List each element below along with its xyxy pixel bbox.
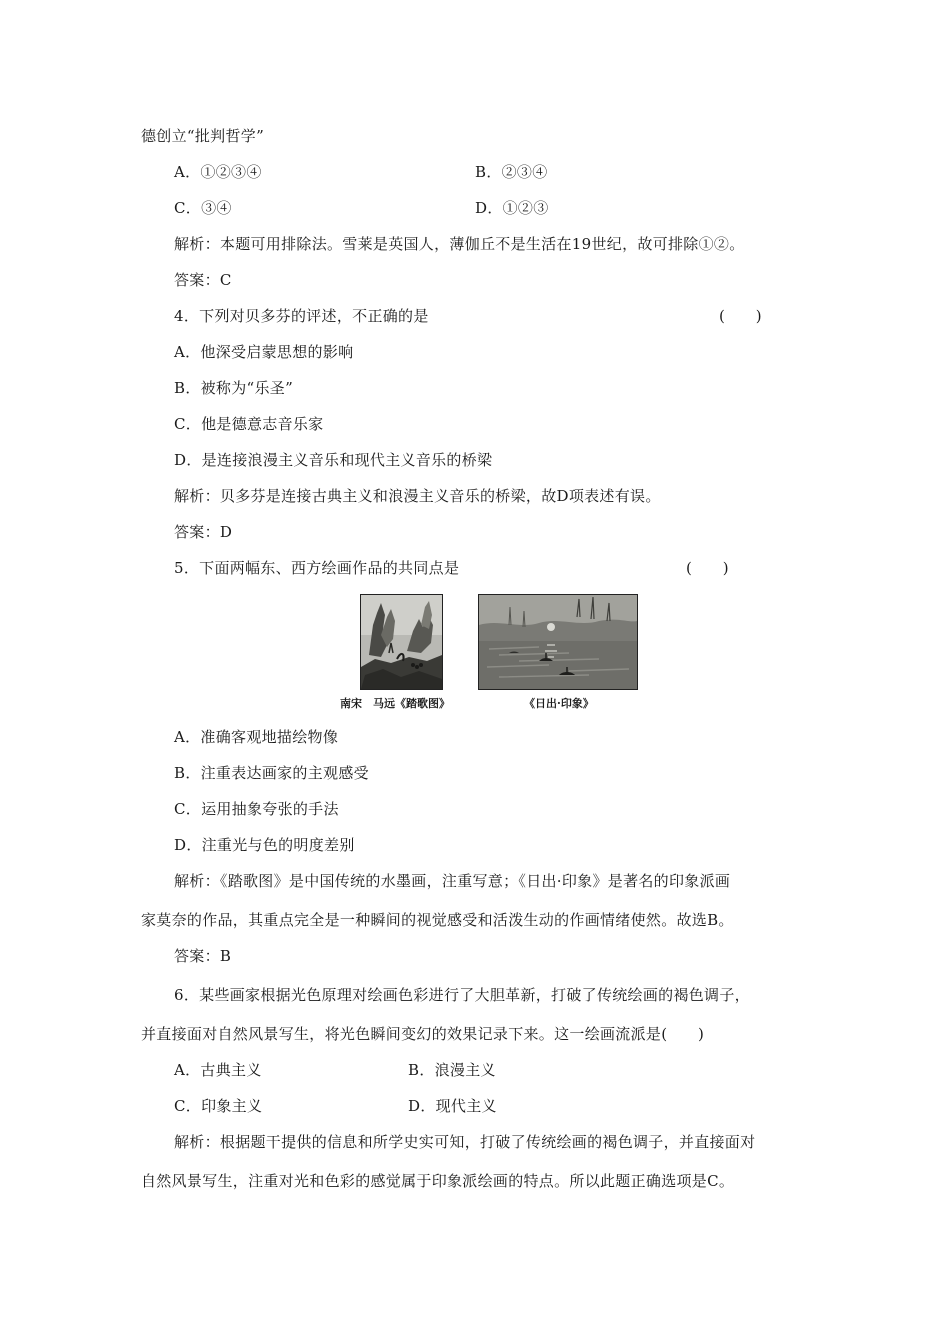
q5-answer-parentheses: ( ) [686, 559, 729, 577]
text-line-continuation: 德创立“批判哲学” [141, 127, 265, 145]
q3-option-b: B．②③④ [475, 163, 548, 181]
q6-stem-line-2: 并直接面对自然风景写生，将光色瞬间变幻的效果记录下来。这一绘画流派是( ) [141, 1025, 705, 1043]
q5-answer: 答案：B [174, 947, 232, 965]
q6-analysis-line-1: 解析：根据题干提供的信息和所学史实可知，打破了传统绘画的褐色调子，并直接面对 [174, 1133, 756, 1151]
q5-stem: 5．下面两幅东、西方绘画作品的共同点是 [174, 559, 460, 577]
caption-impression-sunrise: 《日出·印象》 [524, 697, 594, 710]
q6-stem-line-1: 6．某些画家根据光色原理对绘画色彩进行了大胆革新，打破了传统绘画的褐色调子， [174, 986, 750, 1004]
caption-tage-tu: 南宋 马远《踏歌图》 [340, 697, 450, 710]
q4-stem: 4．下列对贝多芬的评述，不正确的是 [174, 307, 429, 325]
q3-option-d: D．①②③ [475, 199, 549, 217]
q6-option-b: B．浪漫主义 [408, 1061, 496, 1079]
q4-answer-parentheses: ( ) [719, 307, 762, 325]
q4-answer: 答案：D [174, 523, 233, 541]
q4-analysis: 解析：贝多芬是连接古典主义和浪漫主义音乐的桥梁，故D项表述有误。 [174, 487, 661, 505]
q6-option-a: A．古典主义 [174, 1061, 262, 1079]
q4-option-b: B．被称为“乐圣” [174, 379, 294, 397]
q6-option-c: C．印象主义 [174, 1097, 263, 1115]
q3-answer: 答案：C [174, 271, 232, 289]
q6-option-d: D．现代主义 [408, 1097, 497, 1115]
q6-analysis-line-2: 自然风景写生，注重对光和色彩的感觉属于印象派绘画的特点。所以此题正确选项是C。 [141, 1172, 735, 1190]
q5-option-a: A．准确客观地描绘物像 [174, 728, 339, 746]
q5-option-d: D．注重光与色的明度差别 [174, 836, 355, 854]
q4-option-c: C．他是德意志音乐家 [174, 415, 324, 433]
q5-analysis-line-2: 家莫奈的作品，其重点完全是一种瞬间的视觉感受和活泼生动的作画情绪使然。故选B。 [141, 911, 734, 929]
q3-option-c: C．③④ [174, 199, 232, 217]
painting-impression-sunrise-image [479, 595, 637, 689]
q4-option-d: D．是连接浪漫主义音乐和现代主义音乐的桥梁 [174, 451, 493, 469]
q5-option-c: C．运用抽象夸张的手法 [174, 800, 339, 818]
q5-option-b: B．注重表达画家的主观感受 [174, 764, 369, 782]
painting-tage-tu [360, 594, 443, 690]
painting-impression-sunrise [478, 594, 638, 690]
q3-option-a: A．①②③④ [174, 163, 262, 181]
q4-option-a: A．他深受启蒙思想的影响 [174, 343, 354, 361]
q3-analysis: 解析：本题可用排除法。雪莱是英国人，薄伽丘不是生活在19世纪，故可排除①②。 [174, 235, 745, 253]
q5-analysis-line-1: 解析：《踏歌图》是中国传统的水墨画，注重写意；《日出·印象》是著名的印象派画 [174, 872, 731, 890]
painting-tage-tu-image [361, 595, 442, 689]
